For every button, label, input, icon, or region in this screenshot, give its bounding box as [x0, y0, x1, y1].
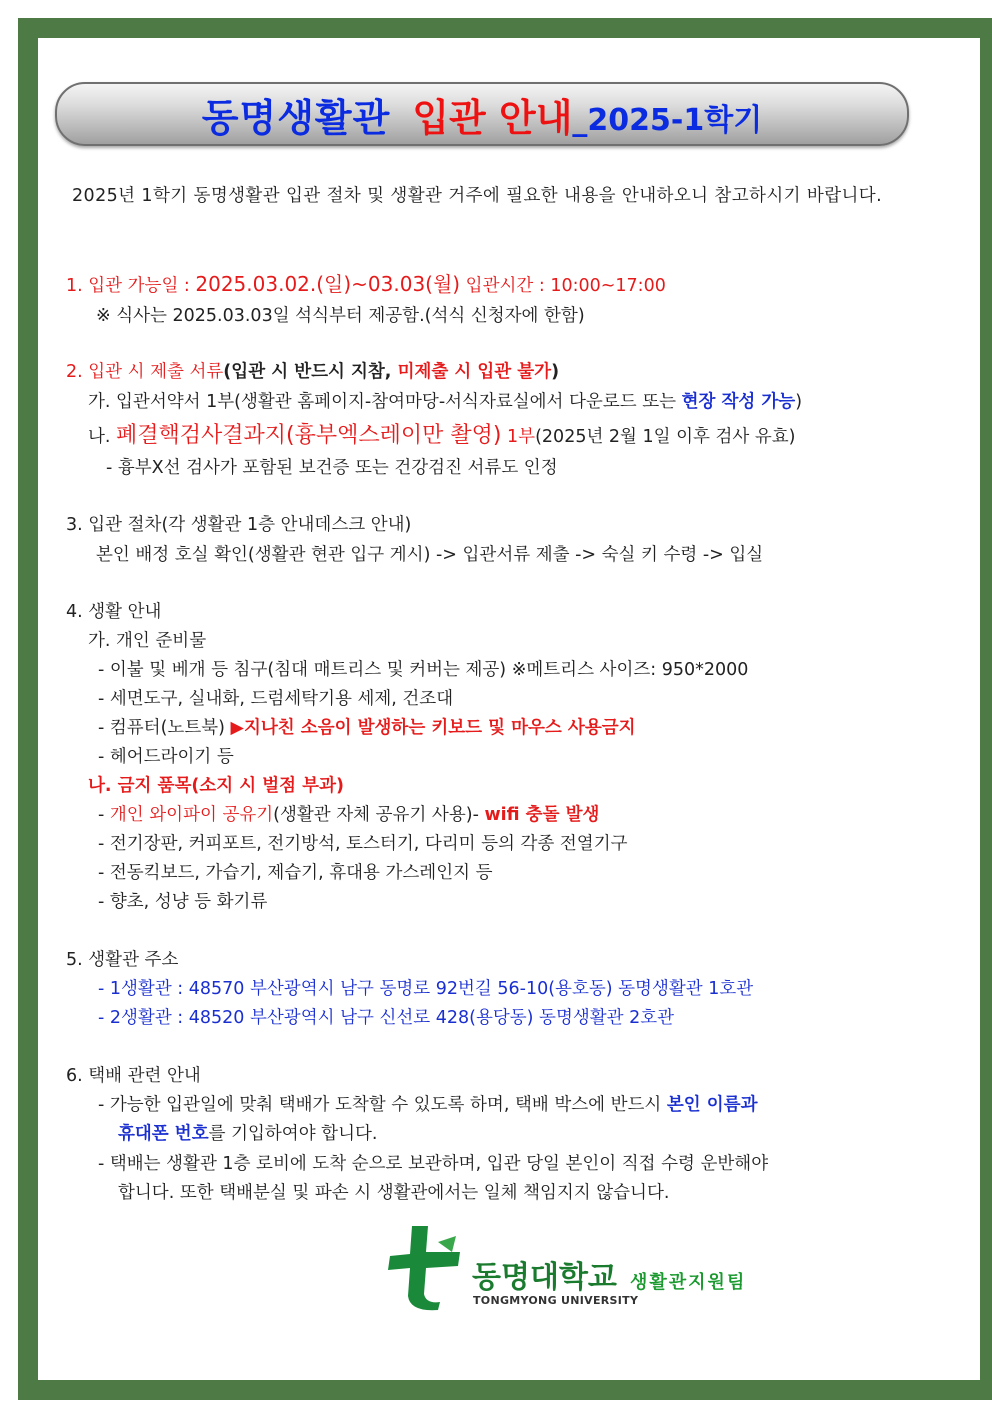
prohibited-items-heading: 나. 금지 품목(소지 시 벌점 부과) — [88, 776, 344, 796]
section-5-heading: 5. 생활관 주소 — [66, 950, 179, 970]
logo-korean-name: 동명대학교 — [472, 1260, 617, 1295]
logo-team-name: 생활관지원팀 — [630, 1272, 747, 1293]
doc-item-a: 가. 입관서약서 1부(생활관 홈페이지-참여마당-서식자료실에서 다운로드 또는 현장 작성 가능) — [88, 392, 803, 412]
delivery-note-1-cont: 휴대폰 번호를 기입하여야 합니다. — [118, 1124, 378, 1144]
move-in-time: 입관시간 : 10:00~17:00 — [460, 276, 666, 296]
move-in-date: 2025.03.02.(일)~03.03(월) — [195, 272, 461, 296]
tongmyong-t-icon — [382, 1222, 472, 1312]
title-banner — [55, 82, 909, 146]
address-line: - 1생활관 : 48570 부산광역시 남구 동명로 92번길 56-10(용호동) 동명생활관 1호관 — [98, 979, 754, 999]
logo-english-name: TONGMYONG UNIVERSITY — [473, 1294, 639, 1307]
section-3-heading: 3. 입관 절차(각 생활관 1층 안내데스크 안내) — [66, 515, 412, 535]
title-main: 동명생활관 — [201, 95, 391, 140]
section-1-heading: 1. 입관 가능일 : 2025.03.02.(일)~03.03(월) 입관시간 : 10:00~17:00 — [66, 272, 666, 296]
prohibited-item: - 전동킥보드, 가습기, 제습기, 휴대용 가스레인지 등 — [98, 863, 493, 883]
university-logo — [382, 1222, 782, 1312]
personal-item: - 컴퓨터(노트북) ▶지나친 소음이 발생하는 키보드 및 마우스 사용금지 — [98, 718, 636, 738]
meal-note: ※ 식사는 2025.03.03일 석식부터 제공함.(석식 신청자에 한함) — [96, 306, 585, 326]
personal-item: - 이불 및 베개 등 침구(침대 매트리스 및 커버는 제공) ※메트리스 사이즈: 950*2000 — [98, 660, 749, 680]
delivery-note-1: - 가능한 입관일에 맞춰 택배가 도착할 수 있도록 하며, 택배 박스에 반드시 본인 이름과 — [98, 1095, 758, 1115]
delivery-note-2-cont: 합니다. 또한 택배분실 및 파손 시 생활관에서는 일체 책임지지 않습니다. — [118, 1183, 670, 1203]
address-line: - 2생활관 : 48520 부산광역시 남구 신선로 428(용당동) 동명생활관 2호관 — [98, 1008, 675, 1028]
prohibited-item: - 전기장판, 커피포트, 전기방석, 토스터기, 다리미 등의 각종 전열기구 — [98, 834, 628, 854]
intro-paragraph: 2025년 1학기 동명생활관 입관 절차 및 생활관 거주에 필요한 내용을 안내하오니 참고하시기 바랍니다. — [72, 186, 883, 206]
doc-item-b-note: - 흉부X선 검사가 포함된 보건증 또는 건강검진 서류도 인정 — [106, 458, 558, 478]
prohibited-item: - 개인 와이파이 공유기(생활관 자체 공유기 사용)- wifi 충돌 발생 — [98, 805, 600, 825]
delivery-note-2: - 택배는 생활관 1층 로비에 도착 순으로 보관하며, 입관 당일 본인이 직접 수령 운반해야 — [98, 1154, 769, 1174]
personal-item: - 세면도구, 실내화, 드럼세탁기용 세제, 건조대 — [98, 689, 454, 709]
title-semester: _2025-1학기 — [572, 103, 763, 138]
title-highlight: 입관 안내 — [412, 95, 573, 140]
doc-item-b: 나. 폐결핵검사결과지(흉부엑스레이만 촬영) 1부(2025년 2월 1일 이후 검사 유효) — [88, 423, 796, 448]
personal-items-heading: 가. 개인 준비물 — [88, 631, 207, 651]
section-4-heading: 4. 생활 안내 — [66, 602, 162, 622]
procedure-steps: 본인 배정 호실 확인(생활관 현관 입구 게시) -> 입관서류 제출 -> 숙실 키 수령 -> 입실 — [96, 545, 764, 565]
prohibited-item: - 향초, 성냥 등 화기류 — [98, 892, 268, 912]
section-2-heading: 2. 입관 시 제출 서류(입관 시 반드시 지참, 미제출 시 입관 불가) — [66, 362, 560, 382]
section-6-heading: 6. 택배 관련 안내 — [66, 1066, 201, 1086]
personal-item: - 헤어드라이기 등 — [98, 747, 234, 767]
